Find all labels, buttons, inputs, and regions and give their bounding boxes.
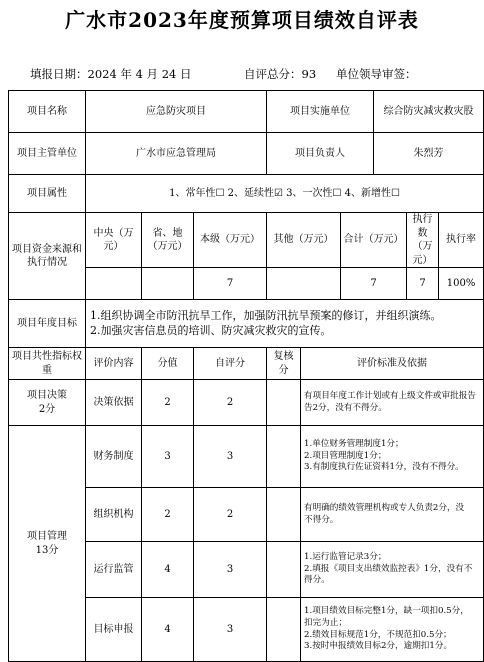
criteria-line: 有项目年度工作计划或有上级文件或审批报告: [304, 390, 476, 401]
funds-header-local: 本级（万元）: [194, 213, 267, 268]
score-supervision: 4: [142, 542, 194, 598]
header-score: 分值: [142, 348, 194, 380]
criteria-target-declaration: [301, 598, 484, 662]
review-target-declaration: [267, 598, 301, 662]
review-decision-basis: [267, 380, 301, 426]
funds-header-province: 省、地（万元）: [142, 213, 194, 268]
impl-unit-label: 项目实施单位: [267, 91, 374, 133]
header-review-score: 复核分: [267, 348, 301, 380]
row-dept: [9, 133, 484, 175]
criteria-line: 1.项目绩效目标完整1分，缺一项扣0.5分，: [304, 606, 469, 617]
impl-unit-value: 综合防灾减灾救灾股: [374, 91, 484, 133]
review-finance-system: [267, 426, 301, 488]
criteria-line: 有明确的绩效管理机构或专人负责2分，没: [304, 502, 465, 513]
attr-label: 项目属性: [9, 175, 86, 213]
row-goals: [9, 300, 484, 348]
row-indicator-headers: [9, 348, 484, 380]
row-decision-basis: [9, 380, 484, 426]
dept-label: 项目主管单位: [9, 133, 86, 175]
self-supervision: 3: [194, 542, 267, 598]
criteria-line: 3.按时申报绩效目标2分，逾期扣1分。: [304, 641, 453, 652]
funds-header-total: 合计（万元）: [341, 213, 407, 268]
owner-value: 朱烈芳: [374, 133, 484, 175]
self-organization: 2: [194, 488, 267, 542]
total-score: 自评总分：93: [244, 67, 317, 81]
group-decision: 项目决策 2分: [9, 380, 86, 426]
funds-rate: 100%: [439, 268, 484, 300]
review-organization: [267, 488, 301, 542]
project-name-value: 应急防灾项目: [86, 91, 267, 133]
header-common-indicator: 项目共性指标权重: [9, 348, 86, 380]
score-finance-system: 3: [142, 426, 194, 488]
funds-header-rate: 执行率: [439, 213, 484, 268]
content-finance-system: 财务制度: [86, 426, 142, 488]
self-decision-basis: 2: [194, 380, 267, 426]
self-target-declaration: 3: [194, 598, 267, 662]
funds-other: [267, 268, 341, 300]
content-supervision: 运行监管: [86, 542, 142, 598]
score-organization: 2: [142, 488, 194, 542]
evaluation-table: [8, 90, 484, 662]
criteria-decision-basis: [301, 380, 484, 426]
row-funds-headers: [9, 213, 484, 268]
funds-total: 7: [341, 268, 407, 300]
content-decision-basis: 决策依据: [86, 380, 142, 426]
header-criteria: 评价标准及依据: [301, 348, 484, 380]
funds-header-executed: 执行数（万元）: [407, 213, 439, 268]
leader-sign: 单位领导审签：: [336, 67, 417, 81]
owner-label: 项目负责人: [267, 133, 374, 175]
funds-header-other: 其他（万元）: [267, 213, 341, 268]
funds-label: 项目资金来源和执行情况: [9, 213, 86, 300]
criteria-line: 1.运行监管记录3分；: [304, 552, 387, 563]
header-self-score: 自评分: [194, 348, 267, 380]
page-title: 广水市2023年度预算项目绩效自评表: [65, 8, 419, 32]
self-finance-system: 3: [194, 426, 267, 488]
dept-value: 广水市应急管理局: [86, 133, 267, 175]
row-finance-system: [9, 426, 484, 488]
funds-local: 7: [194, 268, 267, 300]
criteria-finance-system: [301, 426, 484, 488]
fill-date: 填报日期：2024 年 4 月 24 日: [30, 67, 192, 81]
criteria-line: 扣完为止；: [304, 617, 347, 628]
criteria-line: 告2分，没有不得分。: [304, 402, 387, 413]
funds-executed: 7: [407, 268, 439, 300]
row-attributes: [9, 175, 484, 213]
group-management: 项目管理 13分: [9, 426, 86, 662]
review-supervision: [267, 542, 301, 598]
goal-line-1: 1.组织协调全市防汛抗旱工作，加强防汛抗旱预案的修订，并组织演练。: [90, 308, 442, 322]
criteria-line: 2.绩效目标规范1分，不规范扣0.5分；: [304, 629, 452, 640]
content-target-declaration: 目标申报: [86, 598, 142, 662]
funds-central: [86, 268, 142, 300]
criteria-line: 1.单位财务管理制度1分；: [304, 439, 404, 450]
score-target-declaration: 4: [142, 598, 194, 662]
goals-text: [86, 300, 484, 348]
attr-value: 1、常年性☐ 2、延续性☑ 3、一次性☐ 4、新增性☐: [86, 175, 484, 213]
funds-province: [142, 268, 194, 300]
score-decision-basis: 2: [142, 380, 194, 426]
criteria-line: 不得分。: [304, 514, 339, 525]
criteria-organization: [301, 488, 484, 542]
project-name-label: 项目名称: [9, 91, 86, 133]
criteria-supervision: [301, 542, 484, 598]
goals-label: 项目年度目标: [9, 300, 86, 348]
criteria-line: 3.有制度执行佐证资料1分，没有不得分。: [304, 462, 464, 473]
content-organization: 组织机构: [86, 488, 142, 542]
header-content: 评价内容: [86, 348, 142, 380]
goal-line-2: 2.加强灾害信息员的培训、防灾减灾救灾的宣传。: [90, 323, 332, 337]
funds-header-central: 中央（万元）: [86, 213, 142, 268]
criteria-line: 2.项目管理制度1分；: [304, 450, 387, 461]
row-project-name: [9, 91, 484, 133]
criteria-line: 2.填报《项目支出绩效监控表》1分，没有不: [304, 563, 473, 574]
criteria-line: 得分。: [304, 575, 330, 586]
